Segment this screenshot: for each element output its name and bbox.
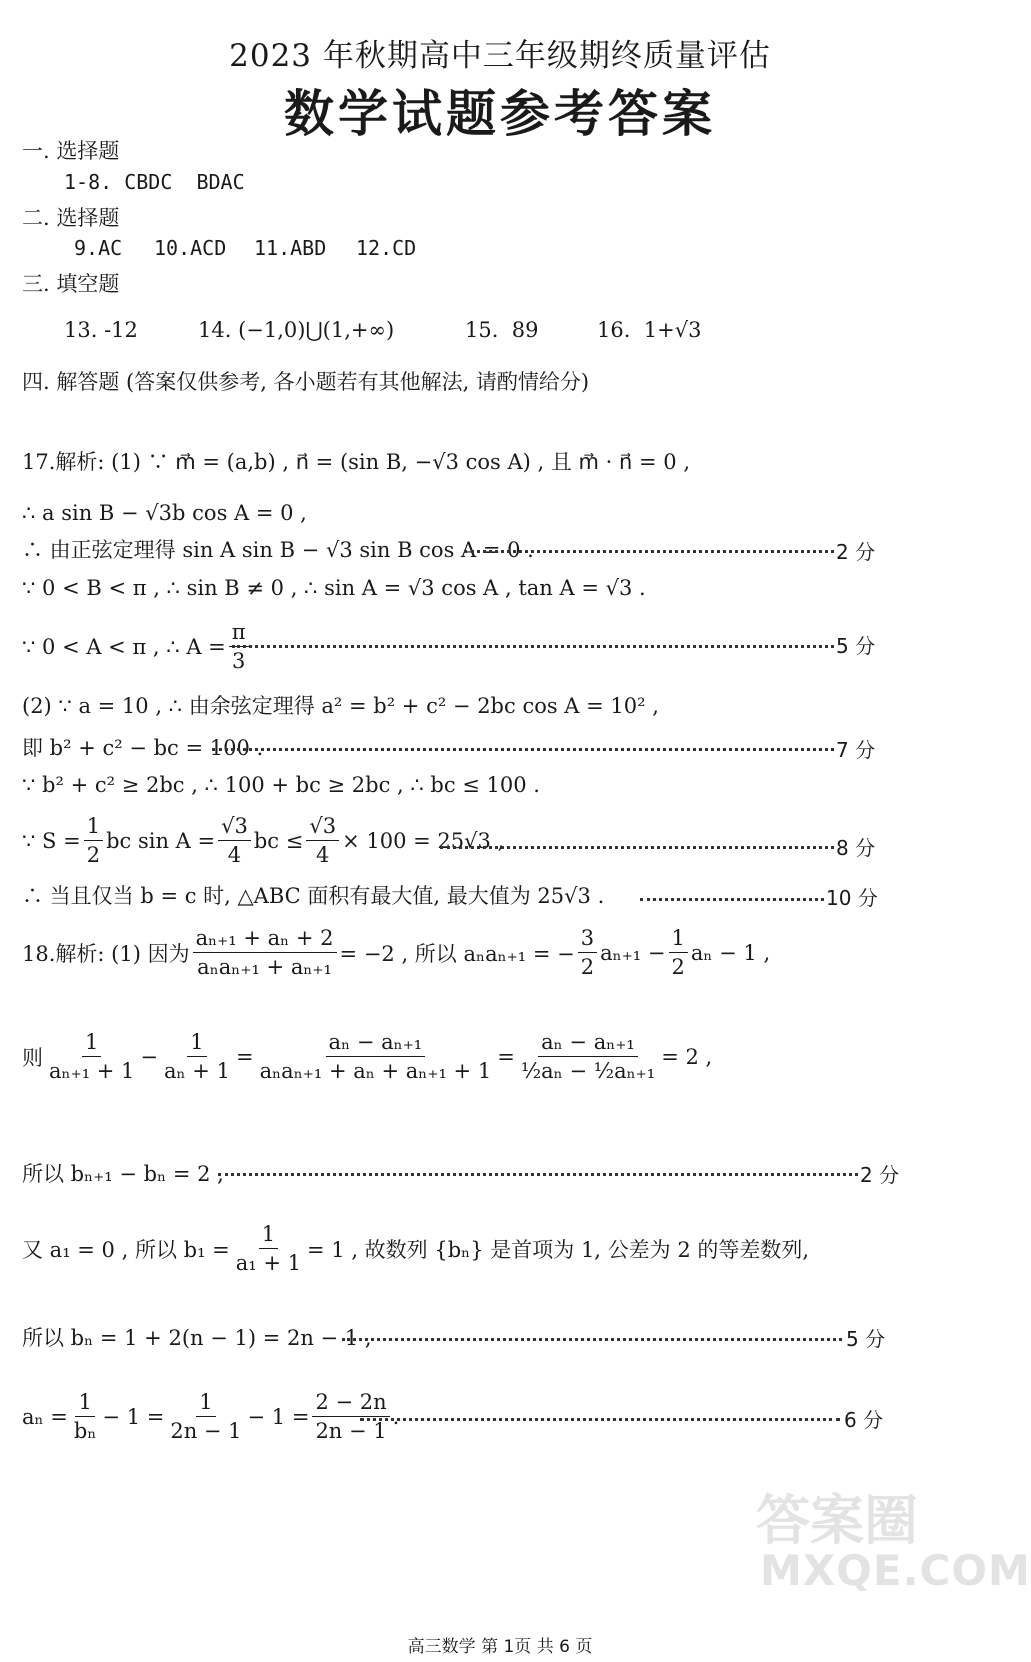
fraction-denominator: a₁ + 1 [235, 1251, 302, 1276]
p17-score-8: 8 分 [836, 836, 876, 860]
p18-line-2 [22, 1030, 712, 1083]
fraction-recurrence [193, 926, 337, 979]
p17-line-10: ∴ 当且仅当 b = c 时, △ABC 面积有最大值, 最大值为 25√3 . [22, 884, 605, 908]
p17-line-1: 17.解析: (1) ∵ m⃗ = (a,b) , n⃗ = (sin B, −√3 cos A) , 且 m⃗ · n⃗ = 0 , [22, 450, 691, 474]
fraction-numerator: aₙ − aₙ₊₁ [326, 1030, 426, 1057]
fraction-one-over-bn [71, 1390, 100, 1443]
fraction-an-result [312, 1390, 389, 1443]
page-subtitle: 数学试题参考答案 [284, 84, 716, 143]
score-leader-dots [342, 1338, 842, 1341]
fraction-simplified [518, 1030, 658, 1083]
fraction-denominator: 2n − 1 [170, 1419, 242, 1444]
fraction-numerator: aₙ₊₁ + aₙ + 2 [193, 926, 337, 953]
p17-line-8: ∵ b² + c² ≥ 2bc , ∴ 100 + bc ≥ 2bc , ∴ bc ≤ 100 . [22, 773, 540, 797]
page-footer: 高三数学 第 1页 共 6 页 [407, 1637, 593, 1657]
fraction-denominator: ½aₙ − ½aₙ₊₁ [520, 1059, 656, 1084]
fraction-denominator: 3 [231, 649, 246, 674]
multi-answer-9: 9.AC [74, 236, 123, 260]
p18-line-4-text-a: 又 a₁ = 0 , 所以 b₁ = [22, 1237, 230, 1262]
p17-line-3: ∴ 由正弦定理得 sin A sin B − √3 sin B cos A = 0 . [22, 538, 534, 562]
fraction-sqrt3-over-4 [218, 814, 251, 867]
score-leader-dots [440, 846, 834, 849]
fraction-denominator: 2 [580, 955, 595, 980]
p18-line-4-text-b: = 1 , 故数列 {bₙ} 是首项为 1, 公差为 2 的等差数列, [307, 1237, 810, 1262]
multi-answer-11: 11.ABD [254, 236, 327, 260]
fill-answer-16: 16. 1+√3 [597, 318, 702, 342]
score-leader-dots [232, 645, 834, 648]
p18-line-1-text-b: = −2 , 所以 aₙaₙ₊₁ = − [339, 941, 575, 966]
p17-line-7: 即 b² + c² − bc = 100 . [22, 736, 264, 760]
fraction-numerator: 1 [196, 1390, 215, 1417]
fraction-reciprocal-next [46, 1030, 137, 1083]
p18-score-6: 6 分 [844, 1408, 884, 1432]
score-leader-dots [464, 550, 834, 553]
fraction-denominator: 4 [227, 843, 242, 868]
score-leader-dots [640, 898, 824, 901]
p17-line-5-text: ∵ 0 < A < π , ∴ A = [22, 634, 226, 659]
watermark-logo: 答案圈 [756, 1489, 918, 1552]
p18-line-6 [22, 1390, 399, 1443]
fraction-numerator: 2 − 2n [312, 1390, 389, 1417]
p17-line-4: ∵ 0 < B < π , ∴ sin B ≠ 0 , ∴ sin A = √3 cos A , tan A = √3 . [22, 576, 646, 600]
p17-line-5 [22, 620, 252, 673]
fraction-numerator: aₙ − aₙ₊₁ [538, 1030, 638, 1057]
fraction-numerator: √3 [306, 814, 339, 841]
p18-line-1-text-a: 18.解析: (1) 因为 [22, 941, 190, 966]
section-heading-multi-choice: 二. 选择题 [22, 206, 120, 230]
section-heading-solutions: 四. 解答题 (答案仅供参考, 各小题若有其他解法, 请酌情给分) [22, 370, 590, 394]
p18-line-5: 所以 bₙ = 1 + 2(n − 1) = 2n − 1 , [22, 1326, 372, 1350]
fraction-numerator: π [229, 620, 249, 647]
fraction-numerator: 1 [669, 926, 688, 953]
fraction-numerator: 1 [259, 1222, 278, 1249]
p18-line-6-text-a: aₙ = [22, 1404, 68, 1429]
fill-answer-15: 15. 89 [465, 318, 539, 342]
p17-line-6: (2) ∵ a = 10 , ∴ 由余弦定理得 a² = b² + c² − 2bc cos A = 10² , [22, 694, 659, 718]
fraction-numerator: 1 [82, 1030, 101, 1057]
page-title: 2023 年秋期高中三年级期终质量评估 [229, 38, 771, 74]
p17-line-9-text-c: bc ≤ [253, 828, 304, 853]
fraction-reciprocal-current [161, 1030, 233, 1083]
p17-line-9-text-b: bc sin A = [106, 828, 216, 853]
p17-line-2: ∴ a sin B − √3b cos A = 0 , [22, 501, 307, 525]
fraction-denominator: 2n − 1 [315, 1419, 387, 1444]
p17-line-9-text-a: ∵ S = [22, 828, 81, 853]
fill-answer-13: 13. -12 [64, 318, 138, 342]
p18-line-2-end: = 2 , [661, 1044, 713, 1069]
p18-score-2: 2 分 [860, 1163, 900, 1187]
multi-answer-12: 12.CD [356, 236, 417, 260]
multi-answer-10: 10.ACD [154, 236, 227, 260]
fraction-denominator: aₙaₙ₊₁ + aₙ₊₁ [197, 955, 332, 980]
p18-line-6-end: . [392, 1404, 400, 1429]
fraction-numerator: 3 [578, 926, 597, 953]
p18-score-5: 5 分 [846, 1327, 886, 1351]
fraction-one-over-2n-1 [167, 1390, 244, 1443]
section-heading-choice: 一. 选择题 [22, 139, 120, 163]
fraction-numerator: 1 [75, 1390, 94, 1417]
equals-sign: = [235, 1044, 254, 1069]
p18-line-1-text-d: aₙ − 1 , [690, 940, 771, 965]
fraction-b1 [233, 1222, 304, 1275]
fraction-denominator: 4 [316, 843, 330, 868]
fraction-half [84, 814, 103, 867]
fraction-numerator: 1 [84, 814, 103, 841]
watermark-url: MXQE.COM [760, 1546, 1031, 1595]
fraction-denominator: 2 [671, 955, 685, 980]
fraction-difference [257, 1030, 495, 1083]
p17-score-10: 10 分 [826, 886, 878, 910]
p18-line-4 [22, 1222, 809, 1275]
fraction-sqrt3-over-4 [306, 814, 339, 867]
fraction-three-halves [578, 926, 597, 979]
fraction-denominator: aₙ + 1 [164, 1059, 230, 1084]
fraction-numerator: 1 [187, 1030, 206, 1057]
choice-answers: 1-8. CBDC BDAC [64, 170, 245, 194]
score-leader-dots [218, 1173, 858, 1176]
p17-score-7: 7 分 [836, 738, 876, 762]
p17-score-5: 5 分 [836, 634, 876, 658]
p17-line-9 [22, 814, 504, 867]
p18-line-6-text-c: − 1 = [247, 1404, 310, 1429]
score-leader-dots [360, 1418, 840, 1421]
p18-line-1 [22, 926, 770, 979]
p17-score-2: 2 分 [836, 540, 876, 564]
fraction-denominator: 2 [86, 843, 101, 868]
fraction-denominator: aₙaₙ₊₁ + aₙ + aₙ₊₁ + 1 [259, 1059, 492, 1084]
fill-answer-14: 14. (−1,0)⋃(1,+∞) [198, 318, 395, 342]
p18-line-6-text-b: − 1 = [102, 1404, 165, 1429]
p17-line-9-text-d: × 100 = 25√3 , [342, 828, 505, 853]
score-leader-dots [212, 748, 834, 751]
fraction-numerator: √3 [218, 814, 251, 841]
fraction-denominator: aₙ₊₁ + 1 [49, 1059, 135, 1084]
p18-line-2-text-a: 则 [22, 1045, 43, 1070]
minus-sign: − [140, 1044, 159, 1069]
p18-line-1-text-c: aₙ₊₁ − [600, 940, 666, 965]
equals-sign: = [497, 1044, 515, 1069]
p18-line-3: 所以 bₙ₊₁ − bₙ = 2 , [22, 1162, 224, 1186]
fraction-half [669, 926, 688, 979]
fraction-denominator: bₙ [73, 1419, 97, 1444]
section-heading-fill-blank: 三. 填空题 [22, 272, 120, 296]
